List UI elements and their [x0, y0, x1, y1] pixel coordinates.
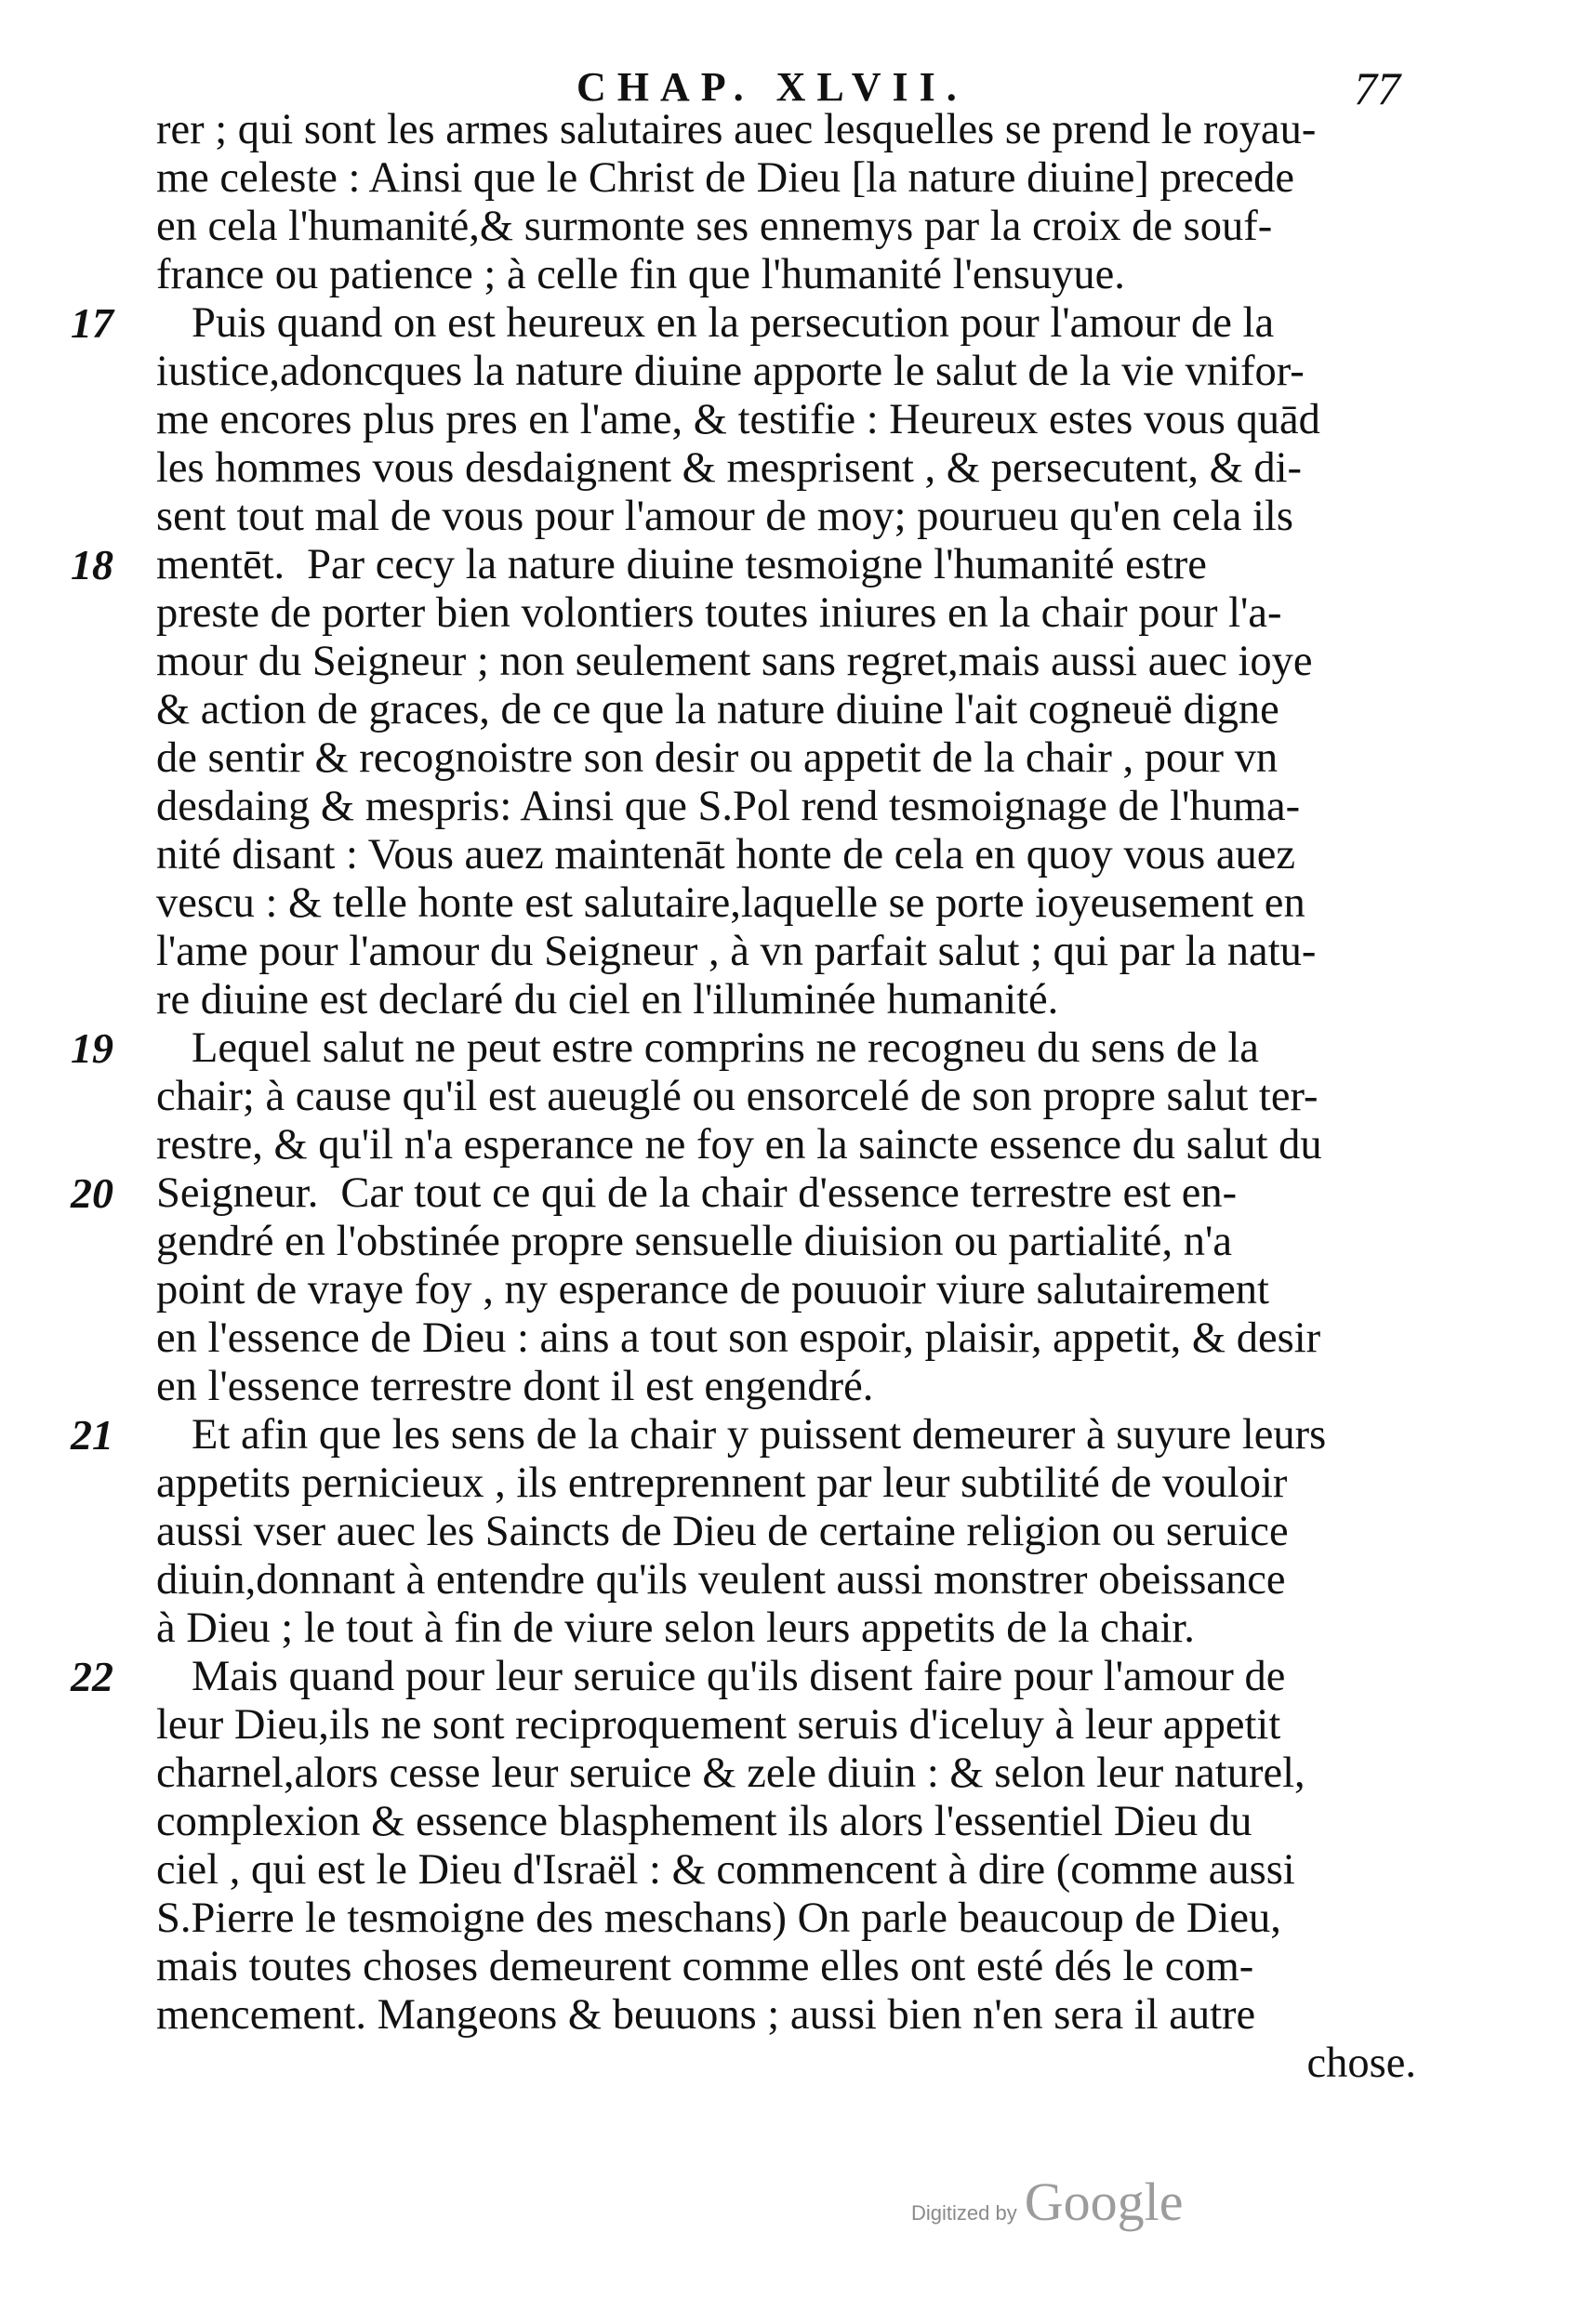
text-line	[71, 1169, 1416, 1218]
line-text: rer ; qui sont les armes salutaires auec lesquelles se prend le royau-	[156, 106, 1317, 153]
line-text: mencement. Mangeons & beuuons ; aussi bien n'en sera il autre	[156, 1991, 1256, 2039]
line-text: point de vraye foy , ny esperance de pouuoir viure salutairement	[156, 1266, 1269, 1314]
verse-number: 21	[71, 1411, 113, 1459]
line-text: aussi vser auec les Saincts de Dieu de certaine religion ou seruice	[156, 1508, 1289, 1555]
line-text: leur Dieu,ils ne sont reciproquement seruis d'iceluy à leur appetit	[156, 1701, 1281, 1749]
line-text: sent tout mal de vous pour l'amour de moy; pourueu qu'en cela ils	[156, 493, 1293, 540]
verse-number: 20	[71, 1169, 113, 1217]
text-line	[71, 1411, 1416, 1459]
text-line	[156, 1750, 1416, 1798]
line-text: charnel,alors cesse leur seruice & zele diuin : & selon leur naturel,	[156, 1750, 1305, 1797]
text-line	[156, 1508, 1416, 1556]
line-text: mour du Seigneur ; non seulement sans regret,mais aussi auec ioye	[156, 638, 1313, 685]
line-text: me encores plus pres en l'ame, & testifie : Heureux estes vous quād	[156, 396, 1320, 443]
line-text: Seigneur.	[156, 1169, 319, 1217]
text-line	[156, 1701, 1416, 1750]
text-line	[156, 1459, 1416, 1508]
verse-number: 22	[71, 1653, 113, 1700]
running-head: CHAP. XLVII.	[576, 64, 968, 110]
text-line	[156, 444, 1416, 493]
line-text-continuation: Car tout ce qui de la chair d'essence terrestre est en-	[340, 1169, 1238, 1217]
line-text: preste de porter bien volontiers toutes iniures en la chair pour l'a-	[156, 589, 1282, 637]
digitization-watermark	[911, 2171, 1183, 2236]
text-line	[156, 1991, 1416, 2040]
text-line	[156, 396, 1416, 444]
line-text: en l'essence terrestre dont il est engendré.	[156, 1363, 874, 1410]
text-line	[156, 251, 1416, 299]
line-text: appetits pernicieux , ils entreprennent par leur subtilité de vouloir	[156, 1459, 1288, 1507]
text-line	[156, 1121, 1416, 1169]
text-line	[156, 154, 1416, 203]
text-line	[156, 493, 1416, 541]
text-line	[156, 1846, 1416, 1895]
line-text: & action de graces, de ce que la nature diuine l'ait cogneuë digne	[156, 686, 1279, 733]
line-text: re diuine est declaré du ciel en l'illuminée humanité.	[156, 976, 1059, 1023]
text-line	[156, 928, 1416, 976]
text-line	[156, 589, 1416, 638]
line-text-continuation: Par cecy la nature diuine tesmoigne l'humanité estre	[307, 541, 1207, 588]
text-line	[156, 879, 1416, 928]
page-number: 77	[1354, 62, 1400, 114]
line-text: vescu : & telle honte est salutaire,laquelle se porte ioyeusement en	[156, 879, 1305, 927]
text-line	[156, 1604, 1416, 1653]
line-text: Lequel salut ne peut estre comprins ne recogneu du sens de la	[192, 1024, 1259, 1072]
line-text: à Dieu ; le tout à fin de viure selon leurs appetits de la chair.	[156, 1604, 1195, 1652]
text-line	[156, 1798, 1416, 1846]
text-line	[156, 831, 1416, 879]
text-line	[71, 299, 1416, 348]
text-line	[156, 976, 1416, 1024]
line-text: chair; à cause qu'il est aueuglé ou ensorcelé de son propre salut ter-	[156, 1073, 1318, 1120]
line-text: restre, & qu'il n'a esperance ne foy en la saincte essence du salut du	[156, 1121, 1322, 1169]
line-text: S.Pierre le tesmoigne des meschans) On parle beaucoup de Dieu,	[156, 1895, 1281, 1942]
verse-number: 18	[71, 541, 113, 588]
line-text: Mais quand pour leur seruice qu'ils disent faire pour l'amour de	[192, 1653, 1286, 1700]
text-line	[156, 106, 1416, 154]
text-line	[156, 1266, 1416, 1314]
watermark-prefix: Digitized by	[911, 2201, 1017, 2225]
line-text: iustice,adoncques la nature diuine apporte le salut de la vie vnifor-	[156, 348, 1305, 395]
text-line	[156, 1363, 1416, 1411]
line-text: l'ame pour l'amour du Seigneur , à vn parfait salut ; qui par la natu-	[156, 928, 1317, 975]
text-line	[156, 203, 1416, 251]
text-line	[156, 1073, 1416, 1121]
line-text: mais toutes choses demeurent comme elles ont esté dés le com-	[156, 1943, 1254, 1990]
line-text: chose.	[1306, 2040, 1416, 2087]
text-line	[71, 541, 1416, 589]
text-line	[71, 1024, 1416, 1073]
line-text: france ou patience ; à celle fin que l'humanité l'ensuyue.	[156, 251, 1125, 298]
line-text: les hommes vous desdaignent & mesprisent , & persecutent, & di-	[156, 444, 1303, 492]
text-line	[156, 686, 1416, 734]
line-text: de sentir & recognoistre son desir ou appetit de la chair , pour vn	[156, 734, 1279, 782]
line-text: desdaing & mespris: Ainsi que S.Pol rend tesmoignage de l'huma-	[156, 783, 1301, 830]
line-text: mentēt.	[156, 541, 285, 588]
text-line	[156, 2040, 1416, 2088]
body-text	[71, 106, 1416, 2088]
text-line	[71, 1653, 1416, 1701]
verse-number: 19	[71, 1024, 113, 1072]
text-line	[156, 1895, 1416, 1943]
text-line	[156, 783, 1416, 831]
line-text: Et afin que les sens de la chair y puissent demeurer à suyure leurs	[192, 1411, 1327, 1459]
text-line	[156, 1943, 1416, 1991]
line-text: Puis quand on est heureux en la persecution pour l'amour de la	[192, 299, 1275, 347]
text-line	[156, 1314, 1416, 1363]
google-logo: Google	[1024, 2172, 1184, 2232]
verse-number: 17	[71, 299, 113, 347]
line-text: diuin,donnant à entendre qu'ils veulent aussi monstrer obeissance	[156, 1556, 1286, 1604]
text-line	[156, 348, 1416, 396]
text-line	[156, 1218, 1416, 1266]
text-line	[156, 1556, 1416, 1604]
line-text: nité disant : Vous auez maintenāt honte de cela en quoy vous auez	[156, 831, 1296, 878]
line-text: complexion & essence blasphement ils alors l'essentiel Dieu du	[156, 1798, 1252, 1845]
line-text: ciel , qui est le Dieu d'Israël : & commencent à dire (comme aussi	[156, 1846, 1295, 1894]
line-text: me celeste : Ainsi que le Christ de Dieu [la nature diuine] precede	[156, 154, 1295, 202]
line-text: en l'essence de Dieu : ains a tout son espoir, plaisir, appetit, & desir	[156, 1314, 1321, 1362]
line-text: gendré en l'obstinée propre sensuelle diuision ou partialité, n'a	[156, 1218, 1232, 1265]
line-text: en cela l'humanité,& surmonte ses ennemys par la croix de souf-	[156, 203, 1273, 250]
text-line	[156, 638, 1416, 686]
text-line	[156, 734, 1416, 783]
